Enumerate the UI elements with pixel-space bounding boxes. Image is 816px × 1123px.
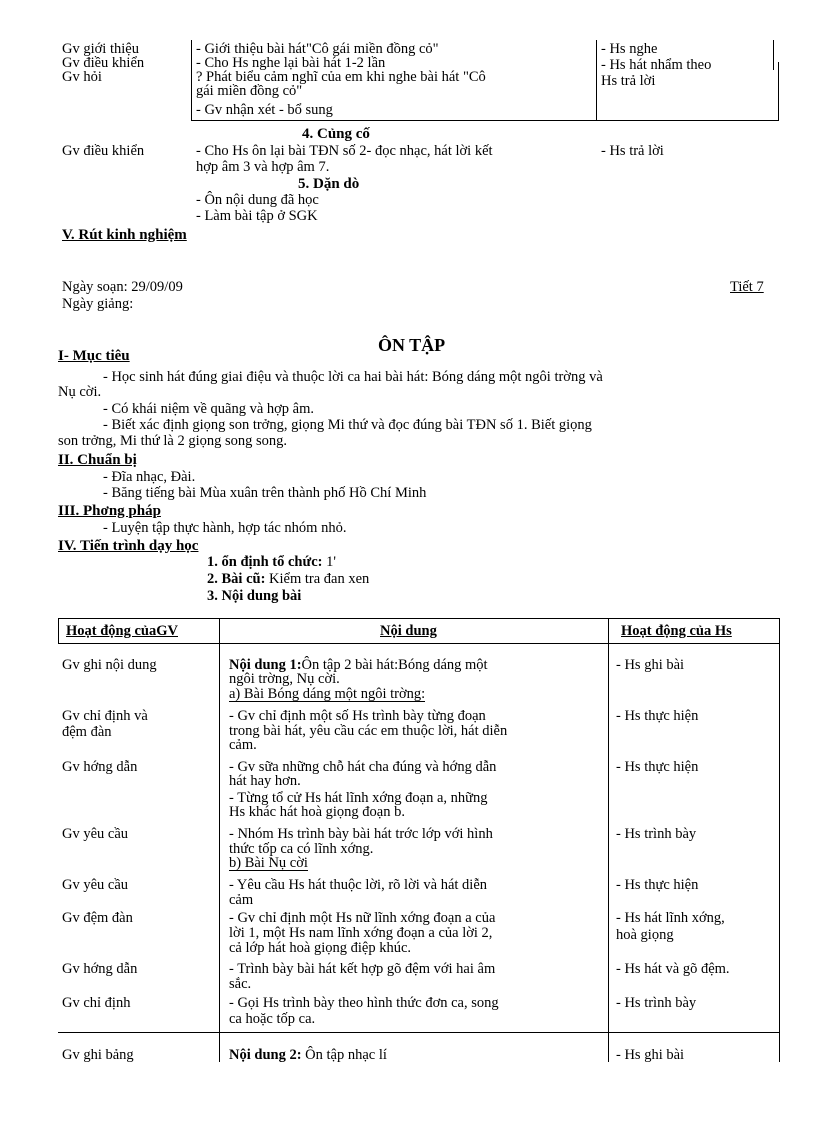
- phuong-phap-heading: III. Phơng pháp: [58, 503, 161, 519]
- tien-trinh-item: 3. Nội dung bài: [207, 588, 302, 604]
- chuan-bi-item: - Băng tiếng bài Mùa xuân trên thành phố Hồ Chí Minh: [103, 485, 427, 501]
- muc-tieu-line: son trởng, Mi thứ là 2 giọng song song.: [58, 433, 288, 449]
- teacher-cell: Gv yêu cầu: [62, 877, 129, 893]
- noi-dung-label: Nội dung 2:: [229, 1047, 302, 1063]
- content-cell: cảm: [229, 892, 254, 908]
- student-cell: - Hs ghi bài: [616, 1047, 685, 1063]
- muc-tieu-line: - Học sinh hát đúng giai điệu và thuộc lời ca hai bài hát: Bóng dáng một ngôi trờng và: [103, 369, 603, 385]
- content-cell: cả lớp hát hoà giọng điệp khúc.: [229, 940, 412, 956]
- content-cell: ca hoặc tốp ca.: [229, 1011, 316, 1027]
- sub-heading-a: a) Bài Bóng dáng một ngôi trờng:: [229, 686, 426, 702]
- content-cell: - Gv chỉ định một Hs nữ lĩnh xớng đoạn a của: [229, 910, 496, 926]
- tien-trinh-label: 1. ổn định tổ chức:: [207, 554, 323, 570]
- content-cell: - Gv sữa những chỗ hát cha đúng và hớng dẫn: [229, 759, 497, 775]
- header-content: Nội dung: [380, 623, 437, 639]
- teacher-cell: Gv ghi nội dung: [62, 657, 157, 673]
- teacher-cell: Gv chỉ định: [62, 995, 131, 1011]
- teacher-cell: Gv yêu cầu: [62, 826, 129, 842]
- content-cell: trong bài hát, yêu cầu các em thuộc lời, hát diễn: [229, 723, 508, 739]
- content-cell: hát hay hơn.: [229, 773, 301, 789]
- content-cell: sắc.: [229, 976, 252, 992]
- header-student: Hoạt động của Hs: [621, 623, 732, 639]
- dando-item: - Ôn nội dung đã học: [196, 192, 319, 208]
- content-cell: - Gọi Hs trình bày theo hình thức đơn ca, song: [229, 995, 499, 1011]
- content-cell: gái miền đồng cỏ": [196, 83, 303, 99]
- student-cell: - Hs ghi bài: [616, 657, 685, 673]
- student-cell: - Hs hát và gõ đệm.: [616, 961, 730, 977]
- muc-tieu-heading: I- Mục tiêu: [58, 348, 130, 364]
- teacher-cell: đệm đàn: [62, 724, 112, 740]
- content-cell: lời 1, một Hs nam lĩnh xớng đoạn a của lời 2,: [229, 925, 493, 941]
- phuong-phap-item: - Luyện tập thực hành, hợp tác nhóm nhỏ.: [103, 520, 347, 536]
- content-cell: cảm.: [229, 737, 257, 753]
- student-cell: Hs trả lời: [601, 73, 656, 89]
- tien-trinh-text: Kiểm tra đan xen: [265, 571, 370, 587]
- cungco-content: - Cho Hs ôn lại bài TĐN số 2- đọc nhạc, hát lời kết: [196, 143, 493, 159]
- dando-item: - Làm bài tập ở SGK: [196, 208, 318, 224]
- ngay-soan: Ngày soạn: 29/09/09: [62, 279, 183, 295]
- content-cell: - Gv chỉ định một số Hs trình bày từng đoạn: [229, 708, 486, 724]
- sub-heading-b: b) Bài Nụ cời: [229, 855, 308, 871]
- teacher-cell: Gv đệm đàn: [62, 910, 133, 926]
- muc-tieu-line: - Biết xác định giọng son trởng, giọng Mi thứ và đọc đúng bài TĐN số 1. Biết giọng: [103, 417, 592, 433]
- teacher-cell: Gv điều khiển: [62, 55, 145, 71]
- tien-trinh-item: [207, 573, 369, 586]
- teacher-cell: Gv hớng dẫn: [62, 961, 138, 977]
- section-heading-cungco: 4. Củng cố: [302, 126, 370, 142]
- tien-trinh-text: 1': [322, 554, 336, 570]
- student-cell: - Hs thực hiện: [616, 759, 699, 775]
- ngay-giang: Ngày giảng:: [62, 296, 134, 312]
- student-cell: - Hs trình bày: [616, 826, 697, 842]
- content-cell: - Nhóm Hs trình bày bài hát trớc lớp với hình: [229, 826, 493, 842]
- tien-trinh-item: [207, 556, 336, 569]
- teacher-cell: Gv chỉ định và: [62, 708, 148, 724]
- content-cell: - Cho Hs nghe lại bài hát 1-2 lần: [196, 55, 386, 71]
- content-cell: - Giới thiệu bài hát"Cô gái miền đồng cỏ": [196, 41, 439, 57]
- student-cell: - Hs thực hiện: [616, 877, 699, 893]
- chuan-bi-heading-text: II. Chuẩn bị: [58, 452, 137, 468]
- muc-tieu-line: - Có khái niệm về quãng và hợp âm.: [103, 401, 315, 417]
- content-cell: thức tốp ca có lĩnh xớng.: [229, 841, 374, 857]
- chuan-bi-item: - Đĩa nhạc, Đài.: [103, 469, 196, 485]
- content-cell: ngôi trờng, Nụ cời.: [229, 671, 340, 687]
- muc-tieu-line: Nụ cời.: [58, 384, 102, 400]
- student-cell: - Hs nghe: [601, 41, 658, 57]
- teacher-cell: Gv ghi bảng: [62, 1047, 134, 1063]
- student-cell: hoà giọng: [616, 927, 674, 943]
- noi-dung-text: Ôn tập 2 bài hát:Bóng dáng một: [301, 657, 488, 673]
- content-cell: [229, 1049, 387, 1062]
- teacher-cell: Gv hớng dẫn: [62, 759, 138, 775]
- content-cell: - Yêu cầu Hs hát thuộc lời, rõ lời và hát diễn: [229, 877, 488, 893]
- header-teacher: Hoạt động củaGV: [66, 623, 178, 639]
- student-cell: - Hs thực hiện: [616, 708, 699, 724]
- chuan-bi-heading: [58, 454, 137, 467]
- section-heading-dando: 5. Dặn dò: [298, 176, 360, 192]
- cungco-student: - Hs trả lời: [601, 143, 664, 159]
- content-cell: - Gv nhận xét - bổ sung: [196, 102, 333, 118]
- tiet-label: Tiết 7: [730, 279, 764, 295]
- tien-trinh-label: 2. Bài cũ:: [207, 571, 266, 587]
- content-cell: ? Phát biểu cảm nghĩ của em khi nghe bài hát "Cô: [196, 69, 486, 85]
- noi-dung-text: Ôn tập nhạc lí: [301, 1047, 387, 1063]
- teacher-cell: Gv giới thiệu: [62, 41, 139, 57]
- rut-kinh-nghiem-heading: V. Rút kinh nghiệm: [62, 227, 187, 243]
- cungco-content: hợp âm 3 và hợp âm 7.: [196, 159, 330, 175]
- student-cell: - Hs hát lĩnh xớng,: [616, 910, 725, 926]
- cungco-teacher: Gv điều khiển: [62, 143, 145, 159]
- noi-dung-label: Nội dung 1:: [229, 657, 302, 673]
- teacher-cell: Gv hỏi: [62, 69, 102, 85]
- content-cell: Hs khác hát hoà giọng đoạn b.: [229, 804, 405, 820]
- student-cell: - Hs hát nhẩm theo: [601, 57, 712, 73]
- content-cell: - Từng tổ cử Hs hát lĩnh xớng đoạn a, những: [229, 790, 488, 806]
- page-title: ÔN TẬP: [378, 335, 446, 355]
- tien-trinh-heading: IV. Tiến trình dạy học: [58, 538, 199, 554]
- student-cell: - Hs trình bày: [616, 995, 697, 1011]
- content-cell: - Trình bày bài hát kết hợp gõ đệm với hai âm: [229, 961, 496, 977]
